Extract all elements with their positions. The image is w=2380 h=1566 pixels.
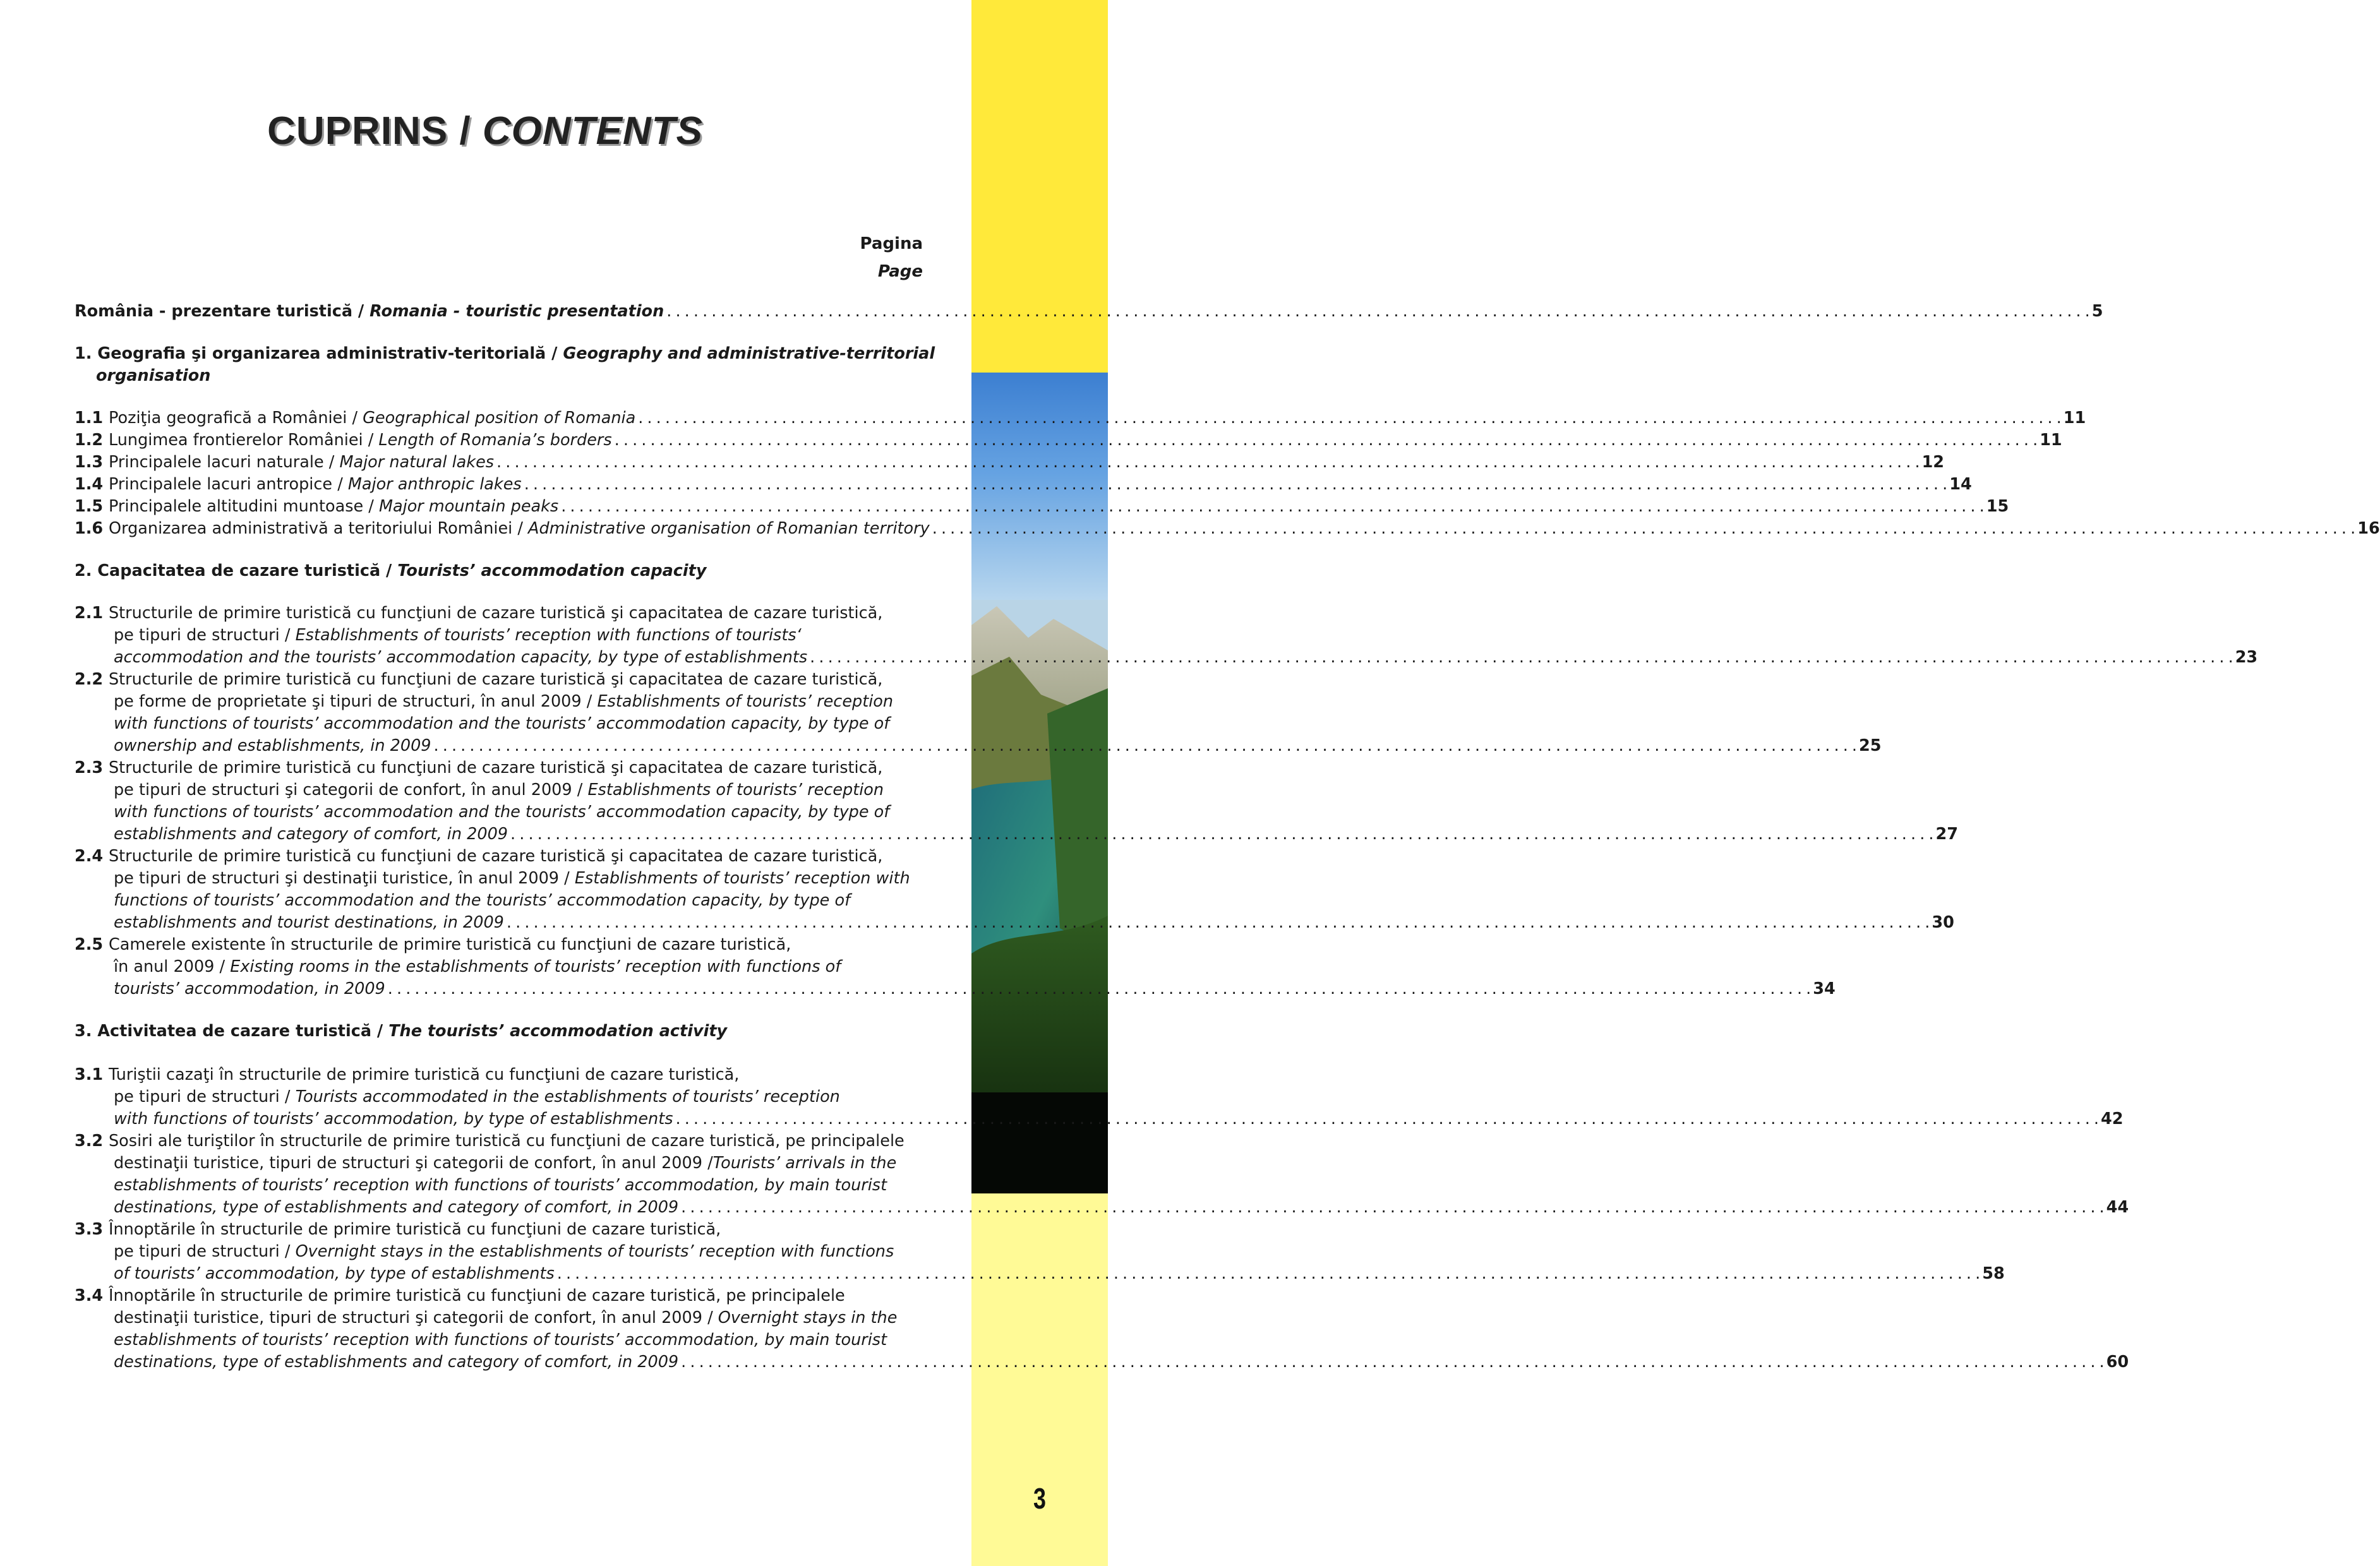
page-ref: 34	[1813, 979, 1836, 998]
entry-line-en: establishments of tourists’ reception with functions of tourists’ accommodation, by main tourist	[114, 1330, 887, 1349]
toc-entry[interactable]	[75, 757, 1959, 846]
toc-entry[interactable]	[75, 1064, 2124, 1130]
entry-line-en: accommodation and the tourists’ accommodation capacity, by type of establishments	[114, 648, 808, 667]
toc-entry-intro[interactable]	[75, 301, 2103, 323]
entry-number: 2.5	[75, 935, 104, 954]
entry-first-line: Camerele existente în structurile de primire turistică cu funcţiuni de cazare turistică,	[109, 935, 791, 954]
dot-leader	[385, 978, 1813, 1000]
toc-entry[interactable]	[75, 429, 2062, 451]
entry-line-ro: destinaţii turistice, tipuri de structuri şi categorii de confort, în anul 2009 /	[114, 1154, 713, 1173]
page-ref: 58	[1982, 1264, 2005, 1283]
page-ref: 16	[2357, 519, 2380, 538]
entry-ro: Principalele altitudini muntoase /	[109, 497, 379, 516]
entry-number: 3.4	[75, 1286, 104, 1305]
entry-ro: Principalele lacuri antropice /	[109, 475, 348, 494]
entry-first-line: Structurile de primire turistică cu funcţiuni de cazare turistică şi capacitatea de cazare turistică,	[109, 670, 883, 689]
entry-en: Major mountain peaks	[378, 497, 559, 516]
entry-ro: Organizarea administrativă a teritoriului României /	[109, 519, 529, 538]
entry-line-en: establishments and tourist destinations, in 2009	[114, 913, 504, 932]
entry-number: 1.4	[75, 475, 104, 494]
page-ref: 60	[2106, 1353, 2129, 1372]
page-ref: 11	[2063, 409, 2086, 427]
entry-line-en: with functions of tourists’ accommodation and the tourists’ accommodation capacity, by type of	[114, 714, 890, 733]
dot-leader	[558, 496, 1986, 518]
toc-entry[interactable]	[75, 1285, 2129, 1373]
dot-leader	[494, 451, 1922, 474]
dot-leader	[612, 429, 2040, 451]
dot-leader	[673, 1108, 2101, 1130]
section-heading-ro: 2. Capacitatea de cazare turistică /	[75, 561, 398, 580]
dot-leader	[678, 1351, 2107, 1373]
entry-en: Major anthropic lakes	[347, 475, 522, 494]
section-heading-ro: 3. Activitatea de cazare turistică /	[75, 1022, 389, 1041]
entry-number: 1.6	[75, 519, 104, 538]
dot-leader	[664, 301, 2092, 323]
toc-entry[interactable]	[75, 474, 1972, 496]
section-heading-1[interactable]	[75, 343, 955, 365]
entry-line-ro: în anul 2009 /	[114, 957, 231, 976]
dot-leader	[678, 1197, 2107, 1219]
entry-number: 1.2	[75, 431, 104, 450]
entry-ro: Poziţia geografică a României /	[109, 409, 363, 427]
entry-en: Length of Romania’s borders	[378, 431, 612, 450]
table-of-contents	[75, 301, 2380, 1373]
entry-first-line: Turiştii cazaţi în structurile de primire turistică cu funcţiuni de cazare turistică,	[109, 1065, 740, 1084]
entry-number: 2.2	[75, 670, 104, 689]
entry-line-ro: pe tipuri de structuri /	[114, 1242, 296, 1261]
entry-number: 3.3	[75, 1220, 104, 1239]
entry-en: Geographical position of Romania	[363, 409, 636, 427]
page-ref: 42	[2101, 1109, 2124, 1128]
entry-line-en: Establishments of tourists’ reception	[587, 780, 884, 799]
entry-line-ro: pe tipuri de structuri /	[114, 626, 296, 645]
entry-line-en: with functions of tourists’ accommodation and the tourists’ accommodation capacity, by type of	[114, 803, 890, 822]
intro-en: Romania - touristic presentation	[370, 302, 664, 321]
entry-line-en: Overnight stays in the	[718, 1308, 898, 1327]
entry-number: 1.5	[75, 497, 104, 516]
dot-leader	[508, 823, 1936, 846]
entry-line-en: ownership and establishments, in 2009	[114, 736, 431, 755]
entry-en: Administrative organisation of Romanian territory	[528, 519, 930, 538]
entry-ro: Principalele lacuri naturale /	[109, 453, 340, 472]
section-heading-3[interactable]	[75, 1020, 955, 1043]
page-header-ro: Pagina	[860, 234, 923, 253]
page-column-header	[860, 230, 923, 285]
entry-line-ro: pe tipuri de structuri şi categorii de confort, în anul 2009 /	[114, 780, 588, 799]
entry-line-ro: pe tipuri de structuri şi destinaţii turistice, în anul 2009 /	[114, 869, 575, 888]
page-ref: 12	[1921, 453, 1945, 472]
section-heading-en: Tourists’ accommodation capacity	[397, 561, 707, 580]
entry-first-line: Înnoptările în structurile de primire turistică cu funcţiuni de cazare turistică, pe principalele	[109, 1286, 845, 1305]
entry-first-line: Înnoptările în structurile de primire turistică cu funcţiuni de cazare turistică,	[109, 1220, 721, 1239]
entry-number: 2.1	[75, 604, 104, 623]
entry-line-en: tourists’ accommodation, in 2009	[114, 979, 385, 998]
toc-entry[interactable]	[75, 1219, 2005, 1285]
intro-ro: România - prezentare turistică /	[75, 302, 370, 321]
page-ref: 15	[1986, 497, 2009, 516]
page-ref: 44	[2106, 1198, 2129, 1217]
page-ref: 5	[2091, 302, 2103, 321]
section-heading-en-cont: organisation	[96, 366, 211, 385]
entry-line-en: Establishments of tourists’ reception	[597, 692, 894, 711]
entry-number: 3.1	[75, 1065, 104, 1084]
dot-leader	[504, 912, 1932, 934]
entry-line-en: establishments of tourists’ reception with functions of tourists’ accommodation, by main tourist	[114, 1176, 887, 1195]
page-ref: 30	[1932, 913, 1954, 932]
entry-line-ro: destinaţii turistice, tipuri de structuri şi categorii de confort, în anul 2009 /	[114, 1308, 718, 1327]
toc-entry[interactable]	[75, 451, 1945, 474]
toc-entry[interactable]	[75, 1130, 2129, 1219]
entry-line-en: establishments and category of comfort, in 2009	[114, 825, 508, 844]
toc-entry[interactable]	[75, 934, 1836, 1000]
entry-number: 3.2	[75, 1132, 104, 1151]
dot-leader	[930, 518, 2358, 540]
entry-line-en: Existing rooms in the establishments of tourists’ reception with functions of	[230, 957, 841, 976]
page-ref: 23	[2235, 648, 2258, 667]
title-separator: /	[448, 109, 483, 153]
entry-first-line: Structurile de primire turistică cu funcţiuni de cazare turistică şi capacitatea de cazare turistică,	[109, 604, 883, 623]
page-title	[0, 109, 970, 153]
entry-line-en: destinations, type of establishments and category of comfort, in 2009	[114, 1353, 679, 1372]
entry-first-line: Sosiri ale turiştilor în structurile de primire turistică cu funcţiuni de cazare turistică, pe principalele	[109, 1132, 905, 1151]
page-number: 3	[1033, 1482, 1046, 1515]
toc-entry[interactable]	[75, 496, 2009, 518]
entry-en: Major natural lakes	[339, 453, 495, 472]
lake-photo	[971, 600, 1108, 1193]
dot-leader	[555, 1263, 1983, 1285]
section-heading-2[interactable]	[75, 560, 955, 582]
entry-line-en: Establishments of tourists’ reception with functions of tourists‘	[295, 626, 802, 645]
entry-number: 2.3	[75, 758, 104, 777]
dot-leader	[807, 647, 2235, 669]
toc-entry[interactable]	[75, 846, 1954, 934]
side-band	[971, 0, 1108, 1566]
entry-line-ro: pe tipuri de structuri /	[114, 1087, 296, 1106]
toc-entry[interactable]	[75, 407, 2086, 429]
page-ref: 25	[1859, 736, 1882, 755]
toc-entry[interactable]	[75, 669, 1882, 757]
entry-line-ro: pe forme de proprietate şi tipuri de structuri, în anul 2009 /	[114, 692, 598, 711]
entry-line-en: of tourists’ accommodation, by type of establishments	[114, 1264, 555, 1283]
entry-number: 2.4	[75, 847, 104, 866]
entry-line-en: Establishments of tourists’ reception with	[574, 869, 910, 888]
dot-leader	[635, 407, 2064, 429]
section-heading-ro: 1. Geografia şi organizarea administrativ-teritorială /	[75, 344, 563, 363]
entry-line-en: Tourists accommodated in the establishments of tourists’ reception	[295, 1087, 840, 1106]
entry-number: 1.1	[75, 409, 104, 427]
entry-first-line: Structurile de primire turistică cu funcţiuni de cazare turistică şi capacitatea de cazare turistică,	[109, 847, 883, 866]
entry-number: 1.3	[75, 453, 104, 472]
toc-entry[interactable]	[75, 518, 2380, 540]
entry-first-line: Structurile de primire turistică cu funcţiuni de cazare turistică şi capacitatea de cazare turistică,	[109, 758, 883, 777]
title-ro: CUPRINS	[267, 109, 448, 153]
page-ref: 11	[2040, 431, 2062, 450]
title-en: CONTENTS	[482, 109, 703, 153]
page-header-en: Page	[877, 262, 923, 281]
page-ref: 27	[1935, 825, 1959, 844]
section-heading-en: The tourists’ accommodation activity	[388, 1022, 728, 1041]
page-ref: 14	[1949, 475, 1972, 494]
dot-leader	[431, 735, 1860, 757]
entry-line-en: destinations, type of establishments and category of comfort, in 2009	[114, 1198, 679, 1217]
toc-entry[interactable]	[75, 602, 2258, 669]
entry-line-en: Overnight stays in the establishments of tourists’ reception with functions	[295, 1242, 894, 1261]
entry-line-en: Tourists’ arrivals in the	[712, 1154, 897, 1173]
section-heading-en: Geography and administrative-territorial	[563, 344, 935, 363]
entry-ro: Lungimea frontierelor României /	[109, 431, 379, 450]
entry-line-en: functions of tourists’ accommodation and the tourists’ accommodation capacity, by type of	[114, 891, 851, 910]
dot-leader	[522, 474, 1950, 496]
entry-line-en: with functions of tourists’ accommodation, by type of establishments	[114, 1109, 673, 1128]
